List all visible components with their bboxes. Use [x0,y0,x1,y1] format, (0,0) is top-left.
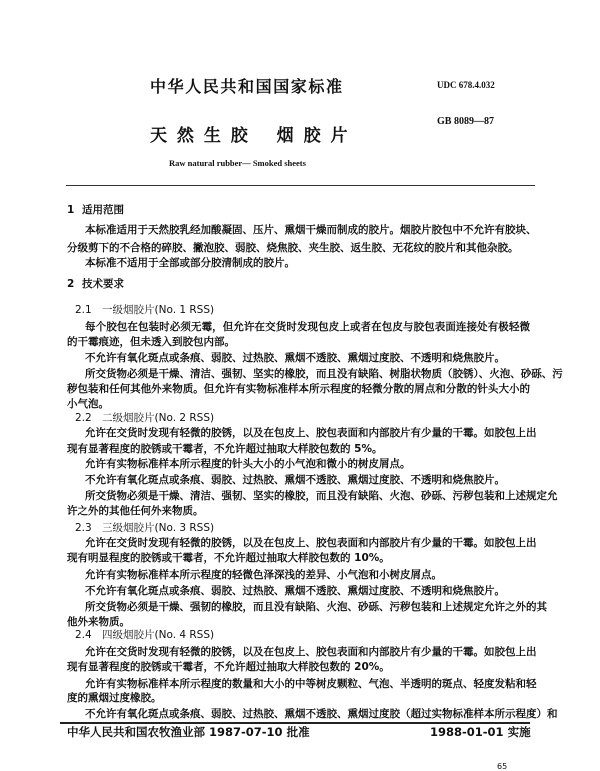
text-line: 允许有实物标准样本所示程度的针头大小的小气泡和微小的树皮屑点。 [85,458,411,470]
subsection-number: 2.2 [75,412,92,424]
english-title: Raw natural rubber— Smoked sheets [169,158,306,168]
udc-code: UDC 678.4.032 [437,80,495,90]
section-number: 1 [67,204,75,216]
text-line: 允许在交货时发现有轻微的胶锈，以及在包皮上、胶包表面和内部胶片有少量的干霉。如胶包上出 [85,646,537,658]
text-line: 许之外的其他任何外来物质。 [67,505,204,517]
text-line: 的干霉痕迹，但未透入到胶包内部。 [67,336,235,348]
subsection-title: 四级烟胶片(No. 4 RSS) [102,629,215,641]
subsection-number: 2.3 [75,522,92,534]
text-line: 允许有实物标准样本所示程度的数量和大小的中等树皮颗粒、气泡、半透明的斑点、轻度发粘和轻 [85,678,537,690]
subsection-heading [75,411,214,425]
section-heading [67,277,124,291]
text-line: 所交货物必须是干燥、强韧的橡胶，而且没有缺陷、火泡、砂砾、污秽包装和上述规定允许之外的其 [85,601,547,613]
subsection-number: 2.4 [75,629,92,641]
subsection-heading [75,303,214,317]
document-title: 天 然 生 胶 烟 胶 片 [150,126,350,146]
text-line: 不允许有氧化斑点或条痕、弱胶、过热胶、熏烟不透胶、熏烟过度胶、不透明和烧焦胶片。 [85,352,505,364]
text-line: 度的熏烟过度橡胶。 [67,692,162,704]
page-number: 65 [497,762,508,771]
subsection-heading [75,521,214,535]
text-line: 允许在交货时发现有轻微的胶锈，以及在包皮上、胶包表面和内部胶片有少量的干霉。如胶包上出 [85,537,537,549]
text-line: 不允许有氧化斑点或条痕、弱胶、过热胶、熏烟不透胶、熏烟过度胶（超过实物标准样本所示程度）和 [85,708,558,720]
subsection-title: 三级烟胶片(No. 3 RSS) [102,522,215,534]
header-divider [66,185,535,186]
text-line: 本标准不适用于全部或部分胶清制成的胶片。 [85,257,295,269]
standard-category-title: 中华人民共和国国家标准 [150,77,342,96]
section-title: 技术要求 [82,278,124,290]
subsection-title: 二级烟胶片(No. 2 RSS) [102,412,215,424]
text-line: 现有显著程度的胶锈或干霉者，不允许超过抽取大样胶包数的 5%。 [67,443,383,455]
section-number: 2 [67,278,75,290]
text-line: 秽包装和任何其他外来物质。但允许有实物标准样本所示程度的轻微分散的屑点和分散的针头大小的 [67,383,530,395]
text-line: 允许在交货时发现有轻微的胶锈，以及在包皮上、胶包表面和内部胶片有少量的干霉。如胶包上出 [85,427,537,439]
text-line: 现有明显程度的胶锈或干霉者，不允许超过抽取大样胶包数的 10%。 [67,552,390,564]
text-line: 所交货物必须是干燥、清洁、强韧、坚实的橡胶，而且没有缺陷、火泡、砂砾、污秽包装和上述规定允 [85,490,558,502]
effective-date: 1988-01-01 实施 [430,725,531,739]
text-line: 分级剪下的不合格的碎胶、撇泡胶、弱胶、烧焦胶、夹生胶、返生胶、无花纹的胶片和其他杂胶。 [67,242,519,254]
section-title: 适用范围 [82,204,124,216]
text-line: 他外来物质。 [67,616,130,628]
section-heading [67,203,124,217]
text-line: 每个胶包在包装时必须无霉，但允许在交货时发现包皮上或者在包皮与胶包表面连接处有极轻微 [85,321,530,333]
subsection-heading [75,628,214,642]
gb-number: GB 8089—87 [437,116,494,127]
subsection-number: 2.1 [75,304,92,316]
text-line: 现有显著程度的胶锈或干霉者，不允许超过抽取大样胶包数的 20%。 [67,661,390,673]
text-line: 不允许有氧化斑点或条痕、弱胶、过热胶、熏烟不透胶、熏烟过度胶、不透明和烧焦胶片。 [85,474,505,486]
text-line: 所交货物必须是干燥、清洁、强韧、坚实的橡胶，而且没有缺陷、树脂状物质（胶锈）、火泡、砂砾、污 [85,368,563,380]
text-line: 允许有实物标准样本所示程度的轻微色泽深浅的差异、小气泡和小树皮屑点。 [85,569,442,581]
approval-date: 中华人民共和国农牧渔业部 1987-07-10 批准 [67,725,310,739]
text-line: 小气泡。 [67,398,109,410]
subsection-title: 一级烟胶片(No. 1 RSS) [102,304,215,316]
text-line: 本标准适用于天然胶乳经加酸凝固、压片、熏烟干燥而制成的胶片。烟胶片胶包中不允许有胶块、 [85,224,537,236]
text-line: 不允许有氧化斑点或条痕、弱胶、过热胶、熏烟不透胶、熏烟过度胶、不透明和烧焦胶片。 [85,585,505,597]
